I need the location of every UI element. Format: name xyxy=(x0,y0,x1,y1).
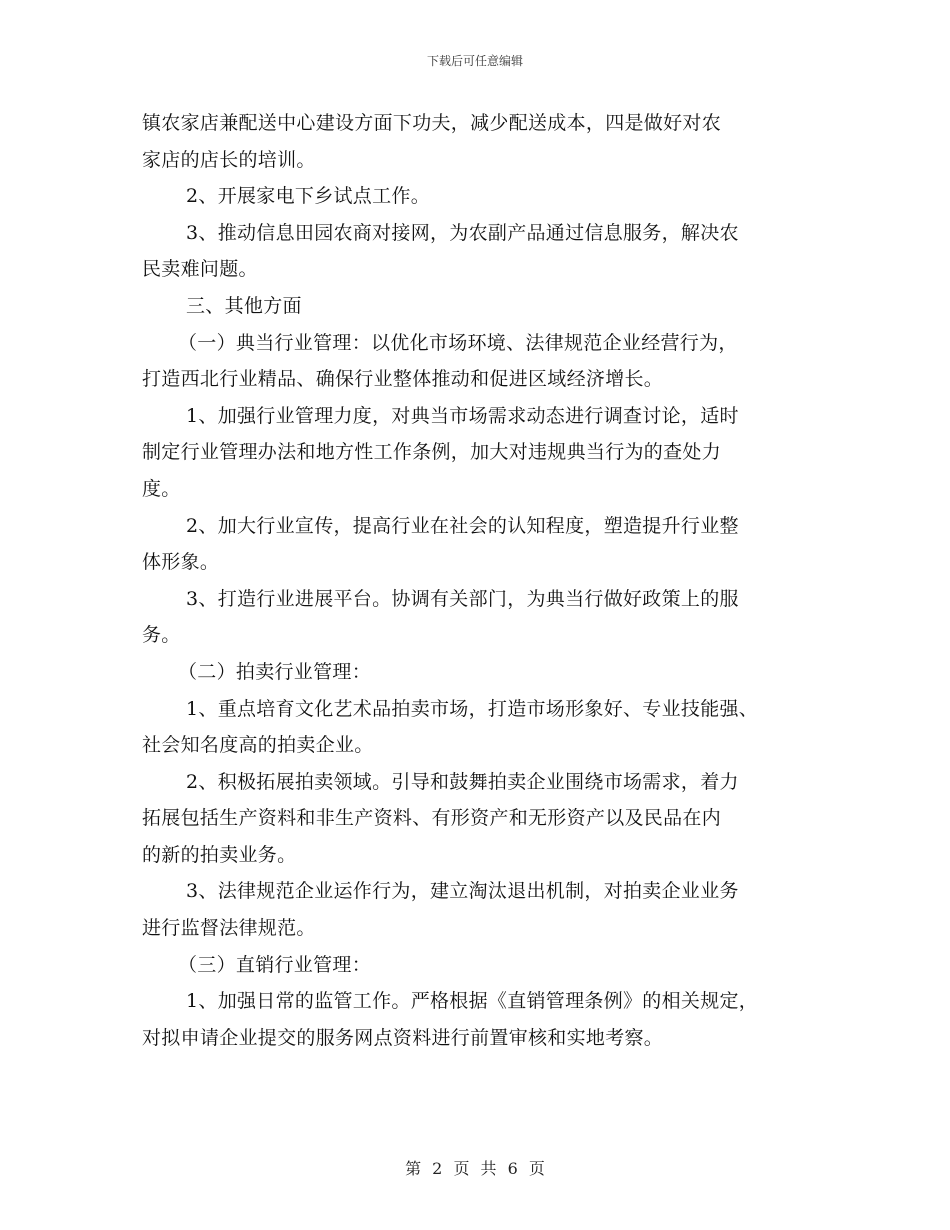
section-heading: 三、其他方面 xyxy=(186,294,302,317)
text-line: 制定行业管理办法和地方性工作条例，加大对违规典当行为的查处力 xyxy=(142,441,722,464)
text-line: 民卖难问题。 xyxy=(142,258,258,281)
text-line: 拓展包括生产资料和非生产资料、有形资产和无形资产以及民品在内 xyxy=(142,807,722,830)
text-line: 的新的拍卖业务。 xyxy=(142,843,297,866)
text-line: 打造西北行业精品、确保行业整体推动和促进区域经济增长。 xyxy=(142,368,664,391)
text-line: 3、推动信息田园农商对接网，为农副产品通过信息服务，解决农 xyxy=(186,221,739,244)
text-line: 体形象。 xyxy=(142,551,220,574)
document-body xyxy=(142,105,822,1056)
text-line: 1、重点培育文化艺术品拍卖市场，打造市场形象好、专业技能强、 xyxy=(186,697,759,720)
text-line: 2、加大行业宣传，提高行业在社会的认知程度，塑造提升行业整 xyxy=(186,514,739,537)
text-line: 3、法律规范企业运作行为，建立淘汰退出机制，对拍卖企业业务 xyxy=(186,880,739,903)
text-line: 度。 xyxy=(142,477,181,500)
subsection-heading: （二）拍卖行业管理： xyxy=(178,660,372,683)
text-line: 2、积极拓展拍卖领域。引导和鼓舞拍卖企业围绕市场需求，着力 xyxy=(186,770,739,793)
text-line: 3、打造行业进展平台。协调有关部门，为典当行做好政策上的服 xyxy=(186,587,739,610)
page-footer: 第 2 页 共 6 页 xyxy=(405,1159,545,1178)
text-line: 社会知名度高的拍卖企业。 xyxy=(142,734,374,757)
text-line: 1、加强日常的监管工作。严格根据《直销管理条例》的相关规定， xyxy=(186,990,759,1013)
text-line: 2、开展家电下乡试点工作。 xyxy=(186,185,430,208)
text-line: 务。 xyxy=(142,624,181,647)
subsection-heading: （三）直销行业管理： xyxy=(178,953,372,976)
text-line: 进行监督法律规范。 xyxy=(142,917,316,940)
text-line: 对拟申请企业提交的服务网点资料进行前置审核和实地考察。 xyxy=(142,1026,664,1049)
text-line: 家店的店长的培训。 xyxy=(142,148,316,171)
page-header: 下载后可任意编辑 xyxy=(426,54,523,68)
subsection-heading: （一）典当行业管理：以优化市场环境、法律规范企业经营行为， xyxy=(178,331,738,354)
text-line: 1、加强行业管理力度，对典当市场需求动态进行调查讨论，适时 xyxy=(186,404,739,427)
text-line: 镇农家店兼配送中心建设方面下功夫，减少配送成本，四是做好对农 xyxy=(142,112,722,134)
